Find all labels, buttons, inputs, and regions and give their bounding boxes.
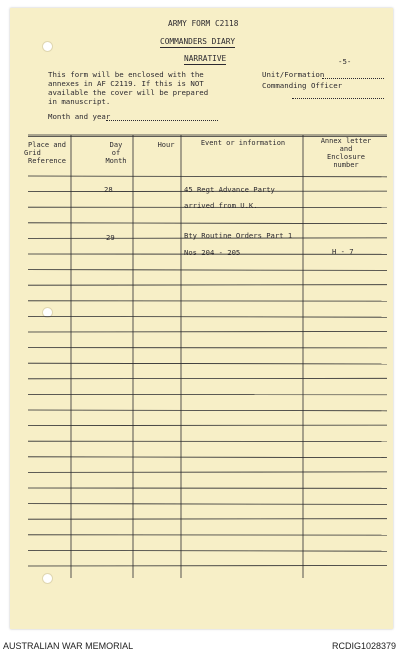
note-line-3: available the cover will be prepared bbox=[48, 88, 209, 97]
header-place-line-1: Place and bbox=[28, 141, 66, 149]
header-day bbox=[100, 141, 132, 165]
header-hour: Hour bbox=[157, 141, 175, 149]
page-number: -5- bbox=[338, 57, 352, 66]
table-row-rule bbox=[28, 472, 387, 473]
header-place-line-3: Reference bbox=[28, 157, 66, 165]
footer-institution: AUSTRALIAN WAR MEMORIAL bbox=[3, 641, 134, 651]
narrative-heading: NARRATIVE bbox=[184, 54, 227, 63]
header-annex bbox=[304, 137, 388, 169]
header-day-line-3: Month bbox=[105, 157, 127, 165]
table-row-rule bbox=[28, 566, 387, 567]
table-row-rule bbox=[28, 223, 387, 224]
entry-1-day: 28 bbox=[104, 185, 113, 194]
table-row-rule bbox=[28, 504, 387, 505]
note-line-2: annexes in AF C2119. If this is NOT bbox=[48, 79, 204, 88]
entry-3-event: Bty Routine Orders Part 1 bbox=[184, 231, 293, 240]
commanding-officer-label: Commanding Officer bbox=[262, 81, 343, 90]
header-place bbox=[24, 141, 70, 165]
header-annex-line-3: Enclosure bbox=[327, 153, 365, 161]
form-subtitle: COMMANDERS DIARY bbox=[160, 37, 236, 46]
table-row-rule bbox=[28, 550, 387, 551]
header-day-line-1: Day bbox=[109, 141, 123, 149]
table-row-rule bbox=[28, 363, 387, 364]
header-day-line-2: of bbox=[111, 149, 121, 157]
table-row-rule bbox=[28, 378, 387, 379]
note-line-4: in manuscript. bbox=[48, 97, 111, 106]
table-row-rule bbox=[28, 425, 387, 426]
entry-2-event: arrived from U.K. bbox=[184, 201, 258, 210]
entry-3-day: 29 bbox=[106, 233, 115, 242]
entry-4-event: Nos 204 - 205 bbox=[184, 248, 241, 257]
month-year-label: Month and year bbox=[48, 112, 111, 121]
table-row-rule bbox=[28, 457, 387, 458]
footer-record-id: RCDIG1028379 bbox=[332, 641, 397, 651]
table-row-rule bbox=[28, 176, 387, 177]
table-row-rule bbox=[28, 519, 387, 520]
table-row-rule bbox=[28, 316, 387, 317]
form-title: ARMY FORM C2118 bbox=[168, 19, 239, 28]
header-annex-line-2: and bbox=[339, 145, 353, 153]
header-annex-line-1: Annex letter bbox=[320, 137, 372, 145]
table-row-rule bbox=[28, 410, 387, 411]
header-annex-line-4: number bbox=[333, 161, 359, 169]
table-row-rule bbox=[28, 270, 387, 271]
note-line-1: This form will be enclosed with the bbox=[48, 70, 204, 79]
header-place-line-2: Grid bbox=[24, 149, 41, 157]
entry-4-annex: H - 7 bbox=[332, 247, 354, 256]
table-row-rule bbox=[28, 332, 387, 333]
table-row-rule bbox=[28, 285, 387, 286]
entry-1-event: 45 Regt Advance Party bbox=[184, 185, 275, 194]
header-event: Event or information bbox=[200, 139, 286, 147]
unit-formation-label: Unit/Formation bbox=[262, 70, 325, 79]
